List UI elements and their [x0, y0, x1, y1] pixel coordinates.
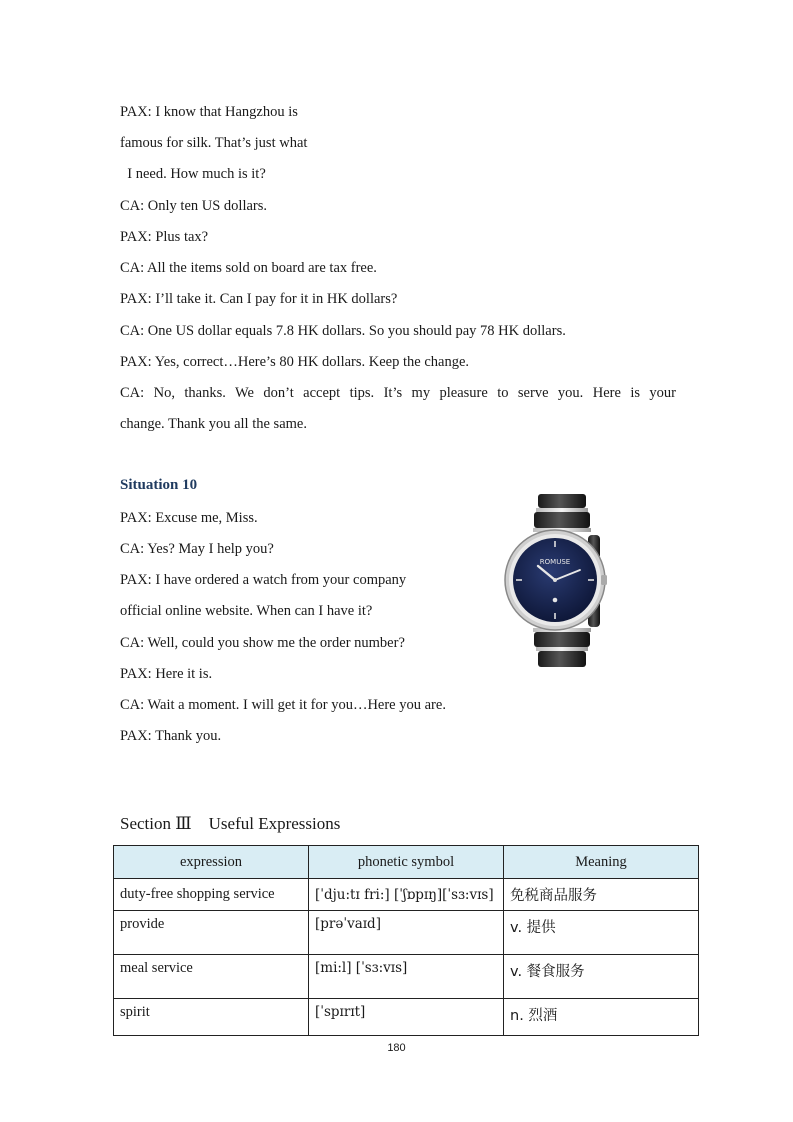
useful-expressions-table	[113, 845, 699, 1036]
section-heading: Section Ⅲ Useful Expressions	[120, 814, 341, 833]
table-header-row	[114, 846, 699, 879]
meaning-cell: 免税商品服务	[504, 879, 699, 911]
meaning-cell: n. 烈酒	[504, 999, 699, 1036]
dialogue-line: CA: Wait a moment. I will get it for you…Here you are.	[120, 697, 446, 713]
expression-cell: spirit	[114, 999, 309, 1036]
dialogue-line: PAX: Thank you.	[120, 728, 222, 744]
table-row	[114, 955, 699, 999]
wristwatch-image	[500, 490, 610, 672]
dialogue-line: PAX: Plus tax?	[120, 229, 209, 245]
dialogue-line: PAX: Excuse me, Miss.	[120, 510, 258, 526]
table-row	[114, 911, 699, 955]
phonetic-cell: [prəˈvaɪd]	[309, 911, 504, 955]
dialogue-line: change. Thank you all the same.	[120, 416, 307, 432]
phonetic-cell: [mi:l] [ˈsɜ:vɪs]	[309, 955, 504, 999]
expression-cell: duty-free shopping service	[114, 879, 309, 911]
dialogue-line: CA: Well, could you show me the order number?	[120, 635, 405, 651]
dialogue-line: CA: No, thanks. We don’t accept tips. It’s my pleasure to serve you. Here is your	[120, 385, 676, 401]
header-expression: expression	[114, 846, 309, 879]
table-row	[114, 879, 699, 911]
table-row	[114, 999, 699, 1036]
dialogue-line: CA: Only ten US dollars.	[120, 198, 268, 214]
dialogue-line: PAX: I know that Hangzhou is	[120, 104, 298, 120]
dialogue-line: PAX: Yes, correct…Here’s 80 HK dollars. Keep the change.	[120, 354, 469, 370]
expression-cell: provide	[114, 911, 309, 955]
dialogue-line: CA: Yes? May I help you?	[120, 541, 274, 557]
situation-heading: Situation 10	[120, 477, 198, 493]
page-number: 180	[387, 1042, 406, 1054]
header-phonetic: phonetic symbol	[309, 846, 504, 879]
phonetic-cell: [ˈspɪrɪt]	[309, 999, 504, 1036]
dialogue-line: I need. How much is it?	[120, 166, 266, 182]
watch-brand-text: ROMUSE	[539, 558, 571, 566]
dialogue-line: CA: One US dollar equals 7.8 HK dollars. So you should pay 78 HK dollars.	[120, 323, 566, 339]
dialogue-line: famous for silk. That’s just what	[120, 135, 308, 151]
dialogue-line: official online website. When can I have it?	[120, 603, 373, 619]
dialogue-line: PAX: Here it is.	[120, 666, 213, 682]
meaning-cell: v. 提供	[504, 911, 699, 955]
dialogue-line: PAX: I’ll take it. Can I pay for it in HK dollars?	[120, 291, 398, 307]
meaning-cell: v. 餐食服务	[504, 955, 699, 999]
expression-cell: meal service	[114, 955, 309, 999]
dialogue-line: PAX: I have ordered a watch from your company	[120, 572, 407, 588]
header-meaning: Meaning	[504, 846, 699, 879]
phonetic-cell: [ˈdju:tɪ fri:] [ˈʃɒpɪŋ][ˈsɜ:vɪs]	[309, 879, 504, 911]
dialogue-line: CA: All the items sold on board are tax free.	[120, 260, 377, 276]
